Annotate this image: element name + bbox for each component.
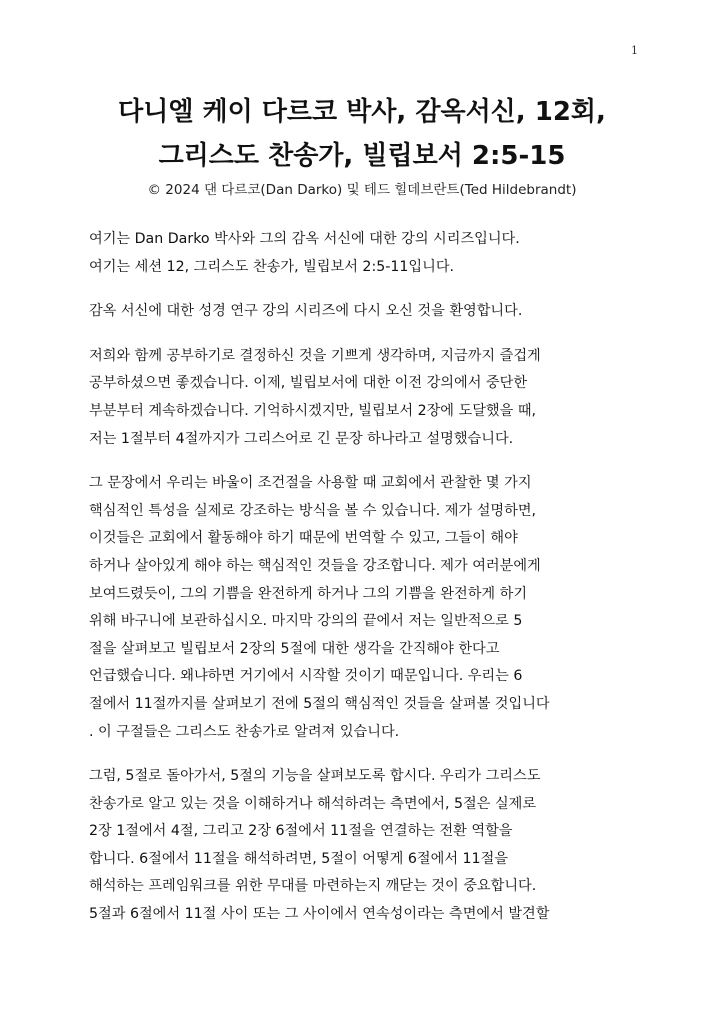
body-paragraph bbox=[89, 470, 645, 746]
paragraph-line: 그 문장에서 우리는 바울이 조건절을 사용할 때 교회에서 관찰한 몇 가지 bbox=[89, 475, 532, 492]
paragraph-line: 언급했습니다. 왜냐하면 거기에서 시작할 것이기 때문입니다. 우리는 6 bbox=[89, 668, 523, 685]
title-line-2: 그리스도 찬송가, 빌립보서 2:5-15 bbox=[158, 141, 566, 171]
paragraph-line: 하거나 살아있게 해야 하는 핵심적인 것들을 강조합니다. 제가 여러분에게 bbox=[89, 557, 541, 574]
copyright-notice: © 2024 댄 다르코(Dan Darko) 및 테드 힐데브란트(Ted Hildebrandt) bbox=[147, 182, 577, 198]
body-paragraph bbox=[89, 763, 645, 929]
paragraph-line: 감옥 서신에 대한 성경 연구 강의 시리즈에 다시 오신 것을 환영합니다. bbox=[89, 303, 523, 320]
paragraph-line: 부분부터 계속하겠습니다. 기억하시겠지만, 빌립보서 2장에 도달했을 때, bbox=[89, 402, 537, 419]
paragraph-line: 저희와 함께 공부하기로 결정하신 것을 기쁘게 생각하며, 지금까지 즐겁게 bbox=[89, 347, 541, 364]
paragraph-line: 합니다. 6절에서 11절을 해석하려면, 5절이 어떻게 6절에서 11절을 bbox=[89, 850, 508, 867]
body-paragraph bbox=[89, 226, 645, 281]
paragraph-line: 여기는 세션 12, 그리스도 찬송가, 빌립보서 2:5-11입니다. bbox=[89, 258, 455, 275]
paragraph-line: 해석하는 프레임워크를 위한 무대를 마련하는지 깨닫는 것이 중요합니다. bbox=[89, 878, 537, 895]
document-body bbox=[89, 226, 645, 946]
paragraph-line: 핵심적인 특성을 실제로 강조하는 방식을 볼 수 있습니다. 제가 설명하면, bbox=[89, 502, 537, 519]
paragraph-line: 저는 1절부터 4절까지가 그리스어로 긴 문장 하나라고 설명했습니다. bbox=[89, 430, 514, 447]
paragraph-line: 보여드렸듯이, 그의 기쁨을 완전하게 하거나 그의 기쁨을 완전하게 하기 bbox=[89, 585, 528, 602]
document-title bbox=[40, 90, 684, 178]
paragraph-line: . 이 구절들은 그리스도 찬송가로 알려져 있습니다. bbox=[89, 723, 400, 740]
paragraph-line: 절에서 11절까지를 살펴보기 전에 5절의 핵심적인 것들을 살펴볼 것입니다 bbox=[89, 695, 550, 712]
paragraph-line: 이것들은 교회에서 활동해야 하기 때문에 번역할 수 있고, 그들이 해야 bbox=[89, 530, 518, 547]
paragraph-line: 위해 바구니에 보관하십시오. 마지막 강의의 끝에서 저는 일반적으로 5 bbox=[89, 613, 523, 630]
paragraph-line: 절을 살펴보고 빌립보서 2장의 5절에 대한 생각을 간직해야 한다고 bbox=[89, 640, 500, 657]
paragraph-line: 2장 1절에서 4절, 그리고 2장 6절에서 11절을 연결하는 전환 역할을 bbox=[89, 823, 513, 840]
paragraph-line: 찬송가로 알고 있는 것을 이해하거나 해석하려는 측면에서, 5절은 실제로 bbox=[89, 795, 537, 812]
page-number: 1 bbox=[631, 44, 638, 57]
body-paragraph bbox=[89, 343, 645, 453]
paragraph-line: 여기는 Dan Darko 박사와 그의 감옥 서신에 대한 강의 시리즈입니다. bbox=[89, 231, 520, 247]
body-paragraph bbox=[89, 298, 645, 326]
paragraph-line: 공부하셨으면 좋겠습니다. 이제, 빌립보서에 대한 이전 강의에서 중단한 bbox=[89, 375, 528, 392]
paragraph-line: 그럼, 5절로 돌아가서, 5절의 기능을 살펴보도록 합시다. 우리가 그리스도 bbox=[89, 768, 541, 785]
paragraph-line: 5절과 6절에서 11절 사이 또는 그 사이에서 연속성이라는 측면에서 발견할 bbox=[89, 906, 550, 923]
title-line-1: 다니엘 케이 다르코 박사, 감옥서신, 12회, bbox=[118, 97, 606, 127]
